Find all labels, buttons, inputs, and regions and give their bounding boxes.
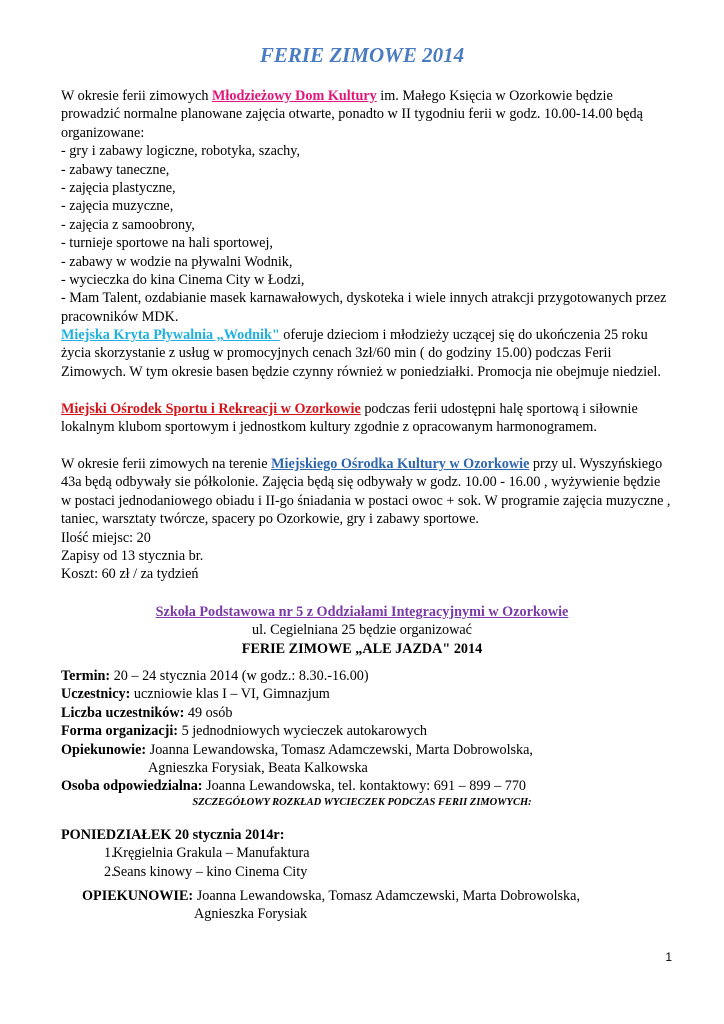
detail-value: 49 osób — [184, 704, 233, 721]
seats-line: Ilość miejsc: 20 — [61, 529, 151, 546]
mok-description: przy ul. Wyszyńskiego 43a będą odbywały sie półkolonie. Zajęcia będą się odbywały w godz. 10.00 - 16.00 , wyżywienie będzie w postaci jednodaniowego obiadu i II-go śniadania w postaci owoc + sok. W programie zajęcia muzyczne , taniec, warsztaty twórcze, spacery po Ozorkowie, gry i zabawy sportowe. — [61, 456, 671, 528]
registration-line: Zapisy od 13 stycznia br. — [61, 548, 204, 565]
list-item: - turnieje sportowe na hali sportowej, — [61, 235, 273, 252]
page-number: 1 — [665, 950, 672, 964]
list-item: - zabawy w wodzie na pływalni Wodnik, — [61, 253, 293, 270]
monday-section — [61, 826, 671, 881]
page-title: FERIE ZIMOWE 2014 — [259, 43, 465, 67]
item-text: Kręgielnia Grakula – Manufaktura — [113, 845, 310, 862]
list-item — [61, 844, 671, 862]
school-event-title: FERIE ZIMOWE „ALE JAZDA" 2014 — [241, 640, 483, 657]
detail-row — [61, 759, 671, 777]
list-item: - zajęcia muzyczne, — [61, 198, 174, 215]
monday-guardians — [82, 887, 682, 924]
event-details — [61, 667, 671, 796]
mosir-paragraph — [61, 400, 671, 437]
list-item: - gry i zabawy logiczne, robotyka, szachy, — [61, 143, 300, 160]
detail-value: Agnieszka Forysiak, Beata Kalkowska — [148, 760, 368, 777]
detail-row — [61, 741, 671, 759]
mok-link[interactable]: Miejskiego Ośrodka Kultury w Ozorkowie — [271, 456, 530, 472]
school-address: ul. Cegielniana 25 będzie organizować — [252, 622, 472, 639]
list-item: - Mam Talent, ozdabianie masek karnawałowych, dyskoteka i wiele innych atrakcji przygotowanych przez pracowników MDK. — [61, 290, 667, 325]
detail-row — [61, 667, 671, 685]
list-item — [61, 863, 671, 881]
mok-intro-text: W okresie ferii zimowych na terenie — [61, 456, 272, 472]
pool-description: oferuje dzieciom i młodzieży uczącej się do ukończenia 25 roku życia skorzystanie z usług w promocyjnych cenach 3zł/60 min ( do godziny 15.00) podczas Ferii Zimowych. W tym okresie basen będzie czynny również w poniedziałki. Promocja nie obejmuje niedziel. — [61, 327, 661, 380]
mosir-link[interactable]: Miejski Ośrodek Sportu i Rekreacji w Ozorkowie — [61, 401, 361, 417]
guardians-names-cont: Agnieszka Forysiak — [194, 906, 308, 923]
pool-link[interactable]: Miejska Kryta Pływalnia „Wodnik" — [61, 327, 280, 343]
detail-row — [61, 722, 671, 740]
mok-paragraph — [61, 455, 671, 584]
detail-value: uczniowie klas I – VI, Gimnazjum — [130, 686, 330, 703]
list-item: - zabawy taneczne, — [61, 161, 170, 178]
school-header — [0, 603, 724, 658]
detail-value: Joanna Lewandowska, Tomasz Adamczewski, Marta Dobrowolska, — [146, 741, 533, 758]
detail-label: Opiekunowie: — [61, 741, 147, 758]
detail-row — [61, 704, 671, 722]
detail-label: Termin: — [61, 668, 111, 684]
mosir-description: podczas ferii udostępni halę sportową i siłownie lokalnym klubom sportowym i jednostkom kultury zgodnie z opracowanym harmonogramem. — [61, 401, 638, 436]
detail-value: 20 – 24 stycznia 2014 (w godz.: 8.30.-16.00) — [110, 668, 369, 684]
item-text: Seans kinowy – kino Cinema City — [113, 863, 308, 880]
guardians-label: OPIEKUNOWIE: — [82, 888, 194, 904]
detail-row — [61, 777, 671, 795]
list-item: - wycieczka do kina Cinema City w Łodzi, — [61, 272, 305, 289]
cost-line: Koszt: 60 zł / za tydzień — [61, 566, 199, 583]
mdk-activities-list — [61, 142, 671, 326]
mdk-paragraph — [61, 87, 671, 326]
pool-paragraph — [61, 326, 671, 381]
monday-heading: PONIEDZIAŁEK 20 stycznia 2014r: — [61, 827, 285, 843]
item-number: 1. — [104, 845, 115, 862]
detail-label: Osoba odpowiedzialna: — [61, 778, 203, 795]
school-link[interactable]: Szkoła Podstawowa nr 5 z Oddziałami Integracyjnymi w Ozorkowie — [155, 604, 569, 620]
detail-label: Liczba uczestników: — [61, 704, 185, 721]
list-item: - zajęcia z samoobrony, — [61, 216, 195, 233]
list-item: - zajęcia plastyczne, — [61, 180, 176, 197]
mdk-intro-text: W okresie ferii zimowych — [61, 88, 213, 104]
detail-value: Joanna Lewandowska, tel. kontaktowy: 691 – 899 – 770 — [202, 778, 527, 795]
detail-row — [61, 685, 671, 703]
item-number: 2. — [104, 863, 115, 880]
detail-label: Forma organizacji: — [61, 723, 179, 740]
guardians-names: Joanna Lewandowska, Tomasz Adamczewski, Marta Dobrowolska, — [193, 888, 580, 904]
mdk-description: im. Małego Księcia w Ozorkowie będzie prowadzić normalne planowane zajęcia otwarte, ponadto w II tygodniu ferii w godz. 10.00-14.00 będą organizowane: — [61, 88, 643, 141]
detail-value: 5 jednodniowych wycieczek autokarowych — [178, 723, 427, 740]
schedule-heading: SZCZEGÓŁOWY ROZKŁAD WYCIECZEK PODCZAS FERII ZIMOWYCH: — [192, 797, 532, 808]
mdk-link[interactable]: Młodzieżowy Dom Kultury — [212, 88, 377, 104]
detail-label: Uczestnicy: — [61, 686, 131, 703]
